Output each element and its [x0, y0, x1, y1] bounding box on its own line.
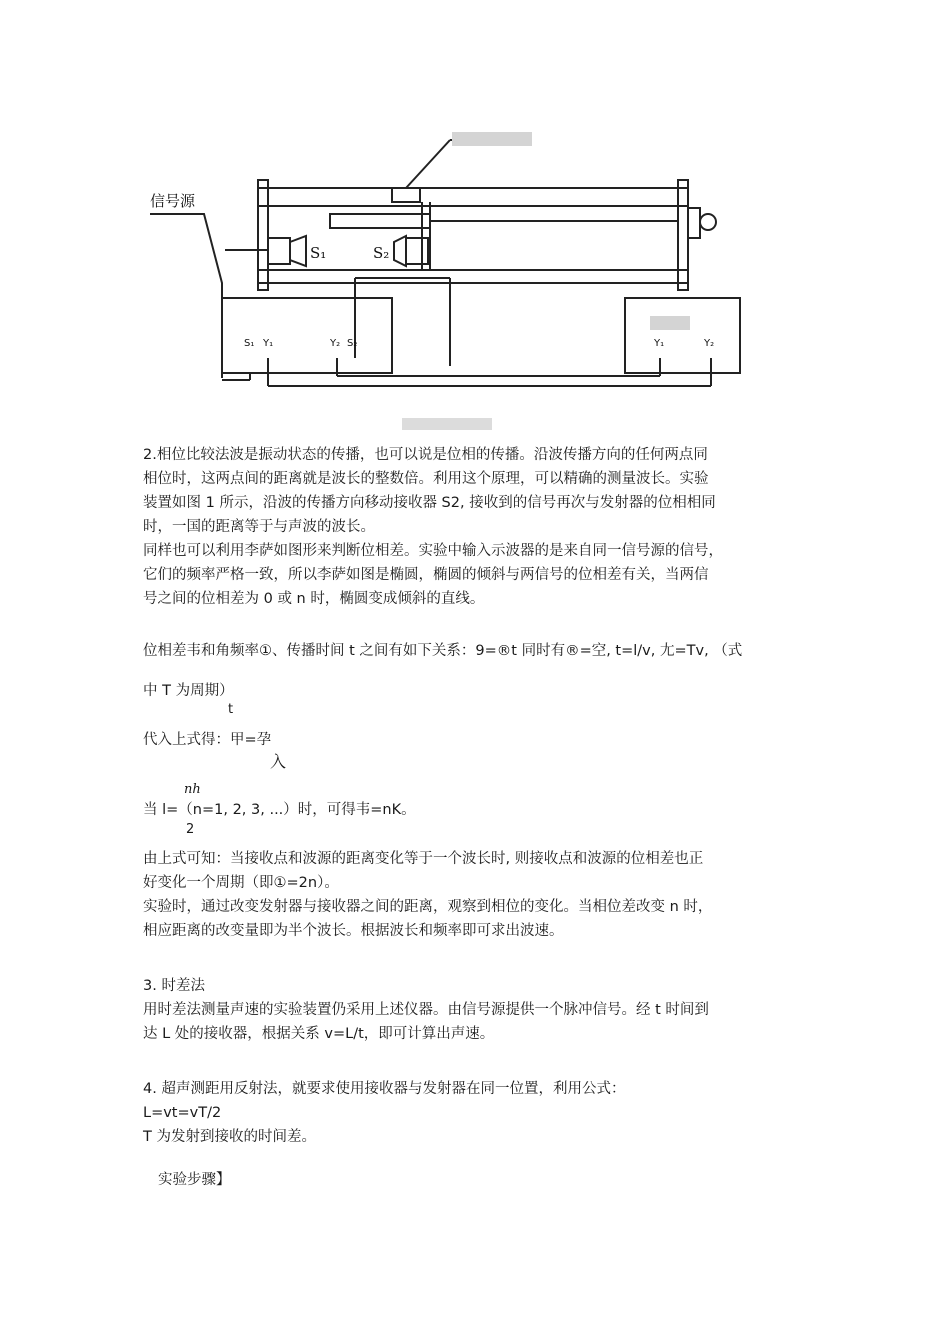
- text-line: 代入上式得：甲=孕: [143, 732, 272, 748]
- small-t: t: [228, 702, 234, 717]
- text-line: 位相差韦和角频率①、传播时间 t 之间有如下关系：9=®t 同时有®=空, t=l/v, 尢=Tv, （式: [143, 643, 743, 659]
- s1-transducer: [268, 238, 290, 264]
- signal-generator-box: [222, 298, 392, 373]
- text-line: 装置如图 1 所示，沿波的传播方向移动接收器 S2, 接收到的信号再次与发射器的位相相同: [143, 495, 716, 511]
- conclusion-paragraph: [143, 847, 813, 943]
- text-line: 好变化一个周期（即①=2n）。: [143, 875, 339, 891]
- oscilloscope-box: [625, 298, 740, 373]
- blurred-label-top: [452, 132, 532, 146]
- when-line: [143, 798, 813, 822]
- blurred-label-osc: [650, 316, 690, 330]
- text-line: 时，一国的距离等于与声波的波长。: [143, 519, 375, 535]
- left-post: [258, 180, 268, 290]
- signal-source-label: 信号源: [150, 192, 196, 210]
- text-line: 由上式可知：当接收点和波源的距离变化等于一个波长时, 则接收点和波源的位相差也正: [143, 851, 704, 867]
- carriage: [392, 188, 420, 202]
- apparatus-diagram: [130, 118, 760, 436]
- right-post: [678, 180, 688, 290]
- osc-port-y2: Y₂: [704, 338, 715, 349]
- nh-numerator: nh: [184, 782, 201, 797]
- text-line: T 为发射到接收的时间差。: [143, 1129, 316, 1145]
- rail-frame: [258, 188, 688, 283]
- section-3: [143, 974, 813, 1046]
- port-label-y2: Y₂: [330, 338, 341, 349]
- substitute-line: [143, 728, 813, 752]
- section-3-title: 3. 时差法: [143, 978, 205, 994]
- text-line: 2.相位比较法波是振动状态的传播，也可以说是位相的传播。沿波传播方向的任何两点同: [143, 447, 708, 463]
- screw-rod: [330, 214, 430, 228]
- lambda-sub: 入: [270, 752, 287, 771]
- text-line: 实验时，通过改变发射器与接收器之间的距离，观察到相位的变化。当相位差改变 n 时，: [143, 899, 713, 915]
- text-line: 达 L 处的接收器，根据关系 v=L/t，即可计算出声速。: [143, 1026, 495, 1042]
- text-line: 它们的频率严格一致，所以李萨如图是椭圆，椭圆的倾斜与两信号的位相差有关，当两信: [143, 567, 709, 583]
- steps-heading: 实验步骤】: [158, 1172, 231, 1188]
- text-line: 相位时，这两点间的距离就是波长的整数倍。利用这个原理，可以精确的测量波长。实验: [143, 471, 709, 487]
- section-4: [143, 1077, 813, 1149]
- port-label-s1: S₁: [244, 338, 255, 349]
- s2-label: S₂: [373, 244, 390, 262]
- relation-line-1: [143, 639, 813, 663]
- text-line: 中 T 为周期）: [143, 683, 234, 699]
- text-line: 当 l=（n=1, 2, 3, ...）时，可得韦=nK。: [143, 802, 416, 818]
- blurred-caption: [402, 418, 492, 430]
- formula: L=vt=vT/2: [143, 1105, 222, 1121]
- text-line: 用时差法测量声速的实验装置仍采用上述仪器。由信号源提供一个脉冲信号。经 t 时间到: [143, 1002, 709, 1018]
- s1-label: S₁: [310, 244, 327, 262]
- two-denominator: 2: [186, 822, 195, 837]
- section-2-paragraph: [143, 443, 813, 611]
- text-line: 同样也可以利用李萨如图形来判断位相差。实验中输入示波器的是来自同一信号源的信号，: [143, 543, 723, 559]
- text-line: 相应距离的改变量即为半个波长。根据波长和频率即可求出波速。: [143, 923, 564, 939]
- port-label-s2: S₂: [347, 338, 358, 349]
- s2-transducer: [394, 236, 406, 266]
- text-line: 号之间的位相差为 0 或 n 时，椭圆变成倾斜的直线。: [143, 591, 485, 607]
- port-label-y1: Y₁: [263, 338, 274, 349]
- osc-port-y1: Y₁: [654, 338, 665, 349]
- section-4-title: 4. 超声测距用反射法，就要求使用接收器与发射器在同一位置，利用公式：: [143, 1081, 626, 1097]
